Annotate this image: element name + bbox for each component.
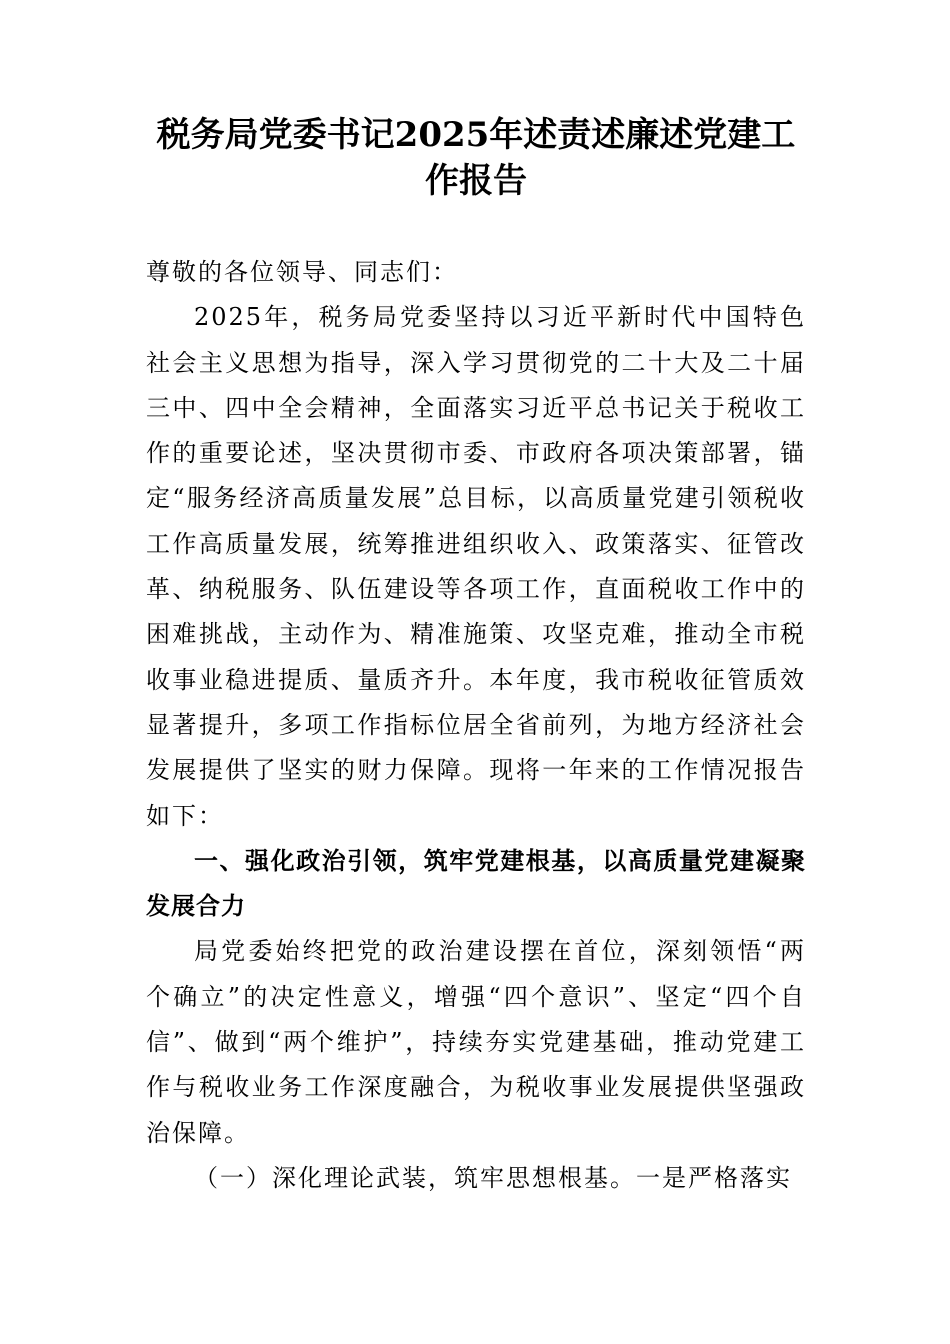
section-1-paragraph: 局党委始终把党的政治建设摆在首位，深刻领悟“两个确立”的决定性意义，增强“四个意识”、坚定“四个自信”、做到“两个维护”，持续夯实党建基础，推动党建工作与税收业务工作深度融合，为税收事业发展提供坚强政治保障。 (146, 937, 806, 1147)
intro-paragraph: 2025年，税务局党委坚持以习近平新时代中国特色社会主义思想为指导，深入学习贯彻党的二十大及二十届三中、四中全会精神，全面落实习近平总书记关于税收工作的重要论述，坚决贯彻市委、市政府各项决策部署，锚定“服务经济高质量发展”总目标，以高质量党建引领税收工作高质量发展，统筹推进组织收入、政策落实、征管改革、纳税服务、队伍建设等各项工作，直面税收工作中的困难挑战，主动作为、精准施策、攻坚克难，推动全市税收事业稳进提质、量质齐升。本年度，我市税收征管质效显著提升，多项工作指标位居全省前列，为地方经济社会发展提供了坚实的财力保障。现将一年来的工作情况报告如下： (146, 303, 806, 830)
document-title: 税务局党委书记2025年述责述廉述党建工作报告 (156, 115, 796, 201)
salutation: 尊敬的各位领导、同志们： (146, 258, 458, 286)
subsection-1-paragraph: （一）深化理论武装，筑牢思想根基。一是严格落实 (194, 1163, 792, 1192)
section-heading-1: 一、强化政治引领，筑牢党建根基，以高质量党建凝聚发展合力 (146, 846, 806, 921)
document-body (146, 250, 806, 1201)
